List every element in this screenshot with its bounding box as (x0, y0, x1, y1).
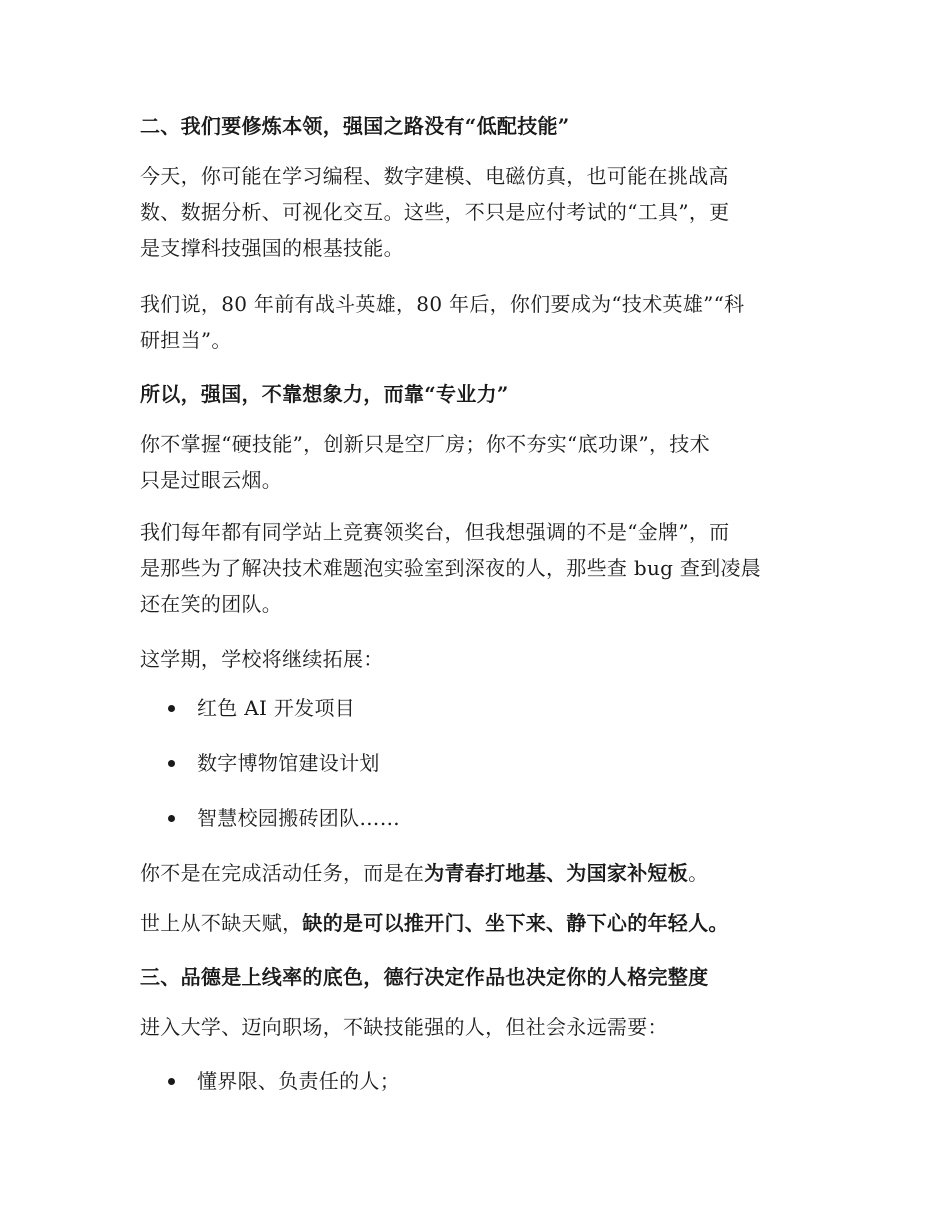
paragraph-line: 今天，你可能在学习编程、数字建模、电磁仿真，也可能在挑战高 (140, 164, 729, 188)
section-heading-2: 二、我们要修炼本领，强国之路没有“低配技能” (140, 114, 570, 138)
paragraph-line: 我们说，80 年前有战斗英雄，80 年后，你们要成为“技术英雄”“科 (140, 292, 745, 316)
paragraph-society-needs: 进入大学、迈向职场，不缺技能强的人，但社会永远需要： (140, 1015, 668, 1039)
paragraph-line: 还在笑的团队。 (140, 592, 283, 616)
paragraph-line: 只是过眼云烟。 (140, 468, 283, 492)
emphasis-text: 缺的是可以推开门、坐下来、静下心的年轻人。 (302, 911, 729, 935)
section-heading-3: 三、品德是上线率的底色，德行决定作品也决定你的人格完整度 (140, 965, 709, 989)
paragraph-expansion: 这学期，学校将继续拓展： (140, 647, 384, 671)
paragraph-skills (140, 158, 810, 266)
paragraph-line: 是那些为了解决技术难题泡实验室到深夜的人，那些查 bug 查到凌晨 (140, 556, 762, 580)
paragraph-youth-foundation: 你不是在完成活动任务，而是在为青春打地基、为国家补短板。 (140, 861, 709, 885)
paragraph-line: 是支撑科技强国的根基技能。 (140, 236, 404, 260)
bullet-icon (168, 815, 175, 822)
bullet-icon (168, 705, 175, 712)
paragraph-talent: 世上从不缺天赋，缺的是可以推开门、坐下来、静下心的年轻人。 (140, 911, 729, 935)
bullet-icon (168, 1078, 175, 1085)
sub-heading-professional: 所以，强国，不靠想象力，而靠“专业力” (140, 382, 509, 406)
bullet-icon (168, 760, 175, 767)
paragraph-hard-skills (140, 426, 810, 498)
paragraph-line: 研担当”。 (140, 328, 232, 352)
paragraph-heroes (140, 286, 810, 358)
paragraph-line: 你不掌握“硬技能”，创新只是空厂房；你不夯实“底功课”，技术 (140, 432, 710, 456)
paragraph-competition (140, 514, 810, 622)
paragraph-line: 数、数据分析、可视化交互。这些，不只是应付考试的“工具”，更 (140, 200, 730, 224)
emphasis-text: 为青春打地基、为国家补短板 (424, 861, 689, 885)
paragraph-line: 我们每年都有同学站上竞赛领奖台，但我想强调的不是“金牌”，而 (140, 520, 730, 544)
